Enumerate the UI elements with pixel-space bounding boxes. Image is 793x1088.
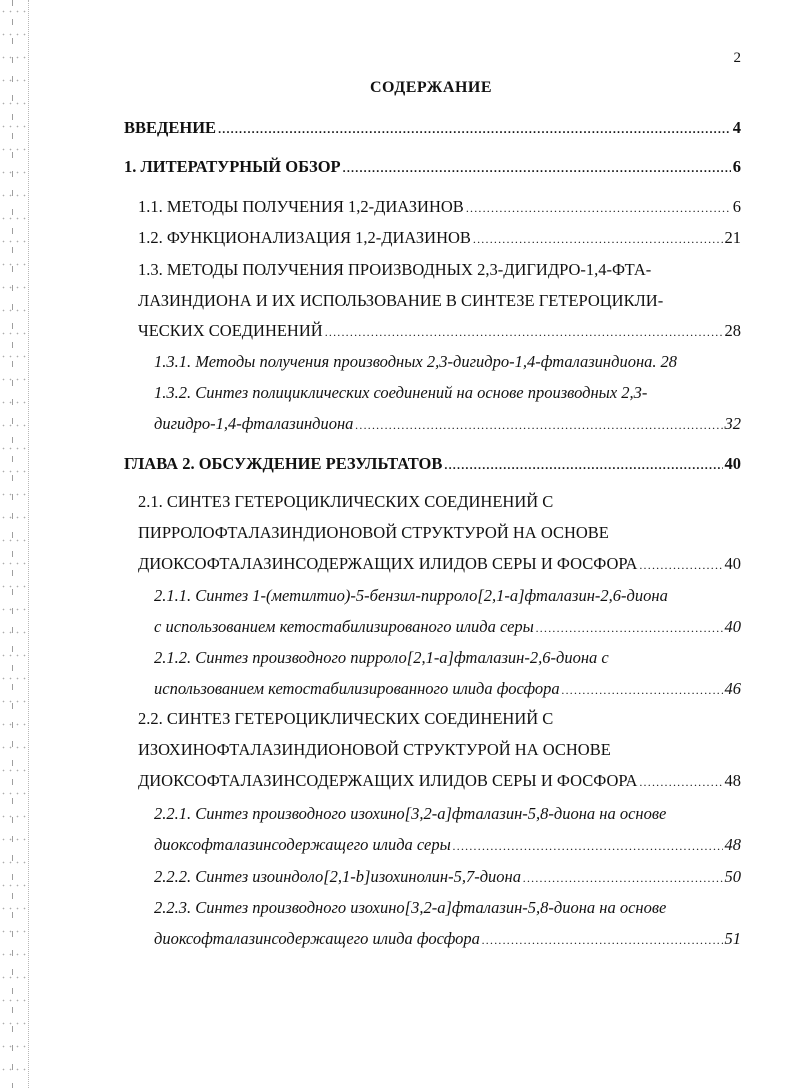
- toc-entry-label: диоксофталазинсодержащего илида серы: [154, 835, 451, 854]
- toc-page-number: 32: [724, 414, 741, 433]
- toc-entry-1-3[interactable]: [138, 321, 741, 342]
- toc-entry-2-1-line-2[interactable]: ПИРРОЛОФТАЛАЗИНДИОНОВОЙ СТРУКТУРОЙ НА ОСНОВЕ: [138, 523, 609, 542]
- toc-page-number: 28: [724, 321, 741, 340]
- toc-entry-label: ГЛАВА 2. ОБСУЖДЕНИЕ РЕЗУЛЬТАТОВ: [124, 454, 443, 473]
- toc-page-number: 40: [724, 454, 741, 473]
- toc-leader-dots: [325, 322, 723, 342]
- toc-entry-2-1-1[interactable]: [154, 617, 741, 638]
- toc-entry-intro[interactable]: [124, 118, 741, 139]
- toc-entry-2-2-2[interactable]: [154, 867, 741, 888]
- toc-entry-label: 1.3.1. Методы получения производных 2,3-дигидро-1,4-фталазиндиона.: [154, 352, 657, 371]
- toc-entry-1-3-line-2[interactable]: ЛАЗИНДИОНА И ИХ ИСПОЛЬЗОВАНИЕ В СИНТЕЗЕ ГЕТЕРОЦИКЛИ-: [138, 291, 664, 310]
- toc-entry-1-1[interactable]: [138, 197, 741, 218]
- toc-entry-2-2[interactable]: [138, 771, 741, 792]
- toc-entry-label: 1.2. ФУНКЦИОНАЛИЗАЦИЯ 1,2-ДИАЗИНОВ: [138, 228, 471, 247]
- toc-entry-2-2-1[interactable]: [154, 835, 741, 856]
- toc-leader-dots: [473, 229, 723, 249]
- toc-page-number: 4: [732, 118, 741, 137]
- toc-entry-2-2-3[interactable]: [154, 929, 741, 950]
- toc-entry-label: использованием кетостабилизированного илида фосфора: [154, 679, 560, 698]
- page-title: СОДЕРЖАНИЕ: [369, 79, 493, 96]
- toc-entry-2-2-1-line-1[interactable]: 2.2.1. Синтез производного изохино[3,2-a]фталазин-5,8-диона на основе: [154, 804, 667, 823]
- toc-entry-label: ЧЕСКИХ СОЕДИНЕНИЙ: [138, 321, 323, 340]
- toc-entry-2-1-2[interactable]: [154, 679, 741, 700]
- toc-entry-2-2-line-2[interactable]: ИЗОХИНОФТАЛАЗИНДИОНОВОЙ СТРУКТУРОЙ НА ОСНОВЕ: [138, 740, 611, 759]
- toc-entry-1-3-line-1[interactable]: 1.3. МЕТОДЫ ПОЛУЧЕНИЯ ПРОИЗВОДНЫХ 2,3-ДИГИДРО-1,4-ФТА-: [138, 260, 652, 279]
- toc-entry-label: 1. ЛИТЕРАТУРНЫЙ ОБЗОР: [124, 157, 341, 176]
- toc-leader-dots: [453, 836, 723, 856]
- toc-page-number: 28: [660, 352, 678, 371]
- toc-leader-dots: [343, 158, 731, 178]
- toc-entry-1-2[interactable]: [138, 228, 741, 249]
- toc-entry-label: 1.1. МЕТОДЫ ПОЛУЧЕНИЯ 1,2-ДИАЗИНОВ: [138, 197, 464, 216]
- toc-leader-dots: [639, 555, 722, 575]
- toc-entry-1-3-2[interactable]: [154, 414, 741, 435]
- toc-entry-2-1-line-1[interactable]: 2.1. СИНТЕЗ ГЕТЕРОЦИКЛИЧЕСКИХ СОЕДИНЕНИЙ С: [138, 492, 554, 511]
- toc-leader-dots: [218, 119, 731, 139]
- toc-leader-dots: [523, 868, 723, 888]
- toc-leader-dots: [466, 198, 731, 218]
- toc-entry-2-2-3-line-1[interactable]: 2.2.3. Синтез производного изохино[3,2-a]фталазин-5,8-диона на основе: [154, 898, 667, 917]
- toc-page-number: 6: [732, 157, 741, 176]
- toc-entry-2-2-line-1[interactable]: 2.2. СИНТЕЗ ГЕТЕРОЦИКЛИЧЕСКИХ СОЕДИНЕНИЙ С: [138, 709, 554, 728]
- toc-page-number: 51: [724, 929, 741, 948]
- toc-page-number: 6: [732, 197, 741, 216]
- toc-page-number: 48: [724, 835, 741, 854]
- toc-entry-label: дигидро-1,4-фталазиндиона: [154, 414, 354, 433]
- toc-page-number: 40: [724, 617, 741, 636]
- toc-entry-label: ДИОКСОФТАЛАЗИНСОДЕРЖАЩИХ ИЛИДОВ СЕРЫ И ФОСФОРА: [138, 771, 638, 790]
- toc-leader-dots: [482, 930, 723, 950]
- toc-leader-dots: [355, 415, 722, 435]
- toc-entry-2-1-1-line-1[interactable]: 2.1.1. Синтез 1-(метилтио)-5-бензил-пирроло[2,1-a]фталазин-2,6-диона: [154, 586, 668, 605]
- toc-leader-dots: [536, 618, 723, 638]
- page-number: 2: [733, 50, 741, 66]
- toc-entry-label: с использованием кетостабилизированого илида серы: [154, 617, 534, 636]
- toc-page-number: 21: [724, 228, 741, 247]
- toc-entry-1-3-2-line-1[interactable]: 1.3.2. Синтез полициклических соединений на основе производных 2,3-: [154, 383, 648, 402]
- toc-entry-chapter-2[interactable]: [124, 454, 741, 475]
- toc-leader-dots: [639, 772, 722, 792]
- toc-entry-2-1[interactable]: [138, 554, 741, 575]
- toc-entry-label: ВВЕДЕНИЕ: [124, 118, 217, 137]
- toc-entry-1-3-1[interactable]: [154, 352, 741, 372]
- toc-leader-dots: [444, 455, 722, 475]
- toc-page-number: 40: [724, 554, 741, 573]
- toc-entry-label: ДИОКСОФТАЛАЗИНСОДЕРЖАЩИХ ИЛИДОВ СЕРЫ И ФОСФОРА: [138, 554, 638, 573]
- toc-entry-chapter-1[interactable]: [124, 157, 741, 178]
- toc-entry-label: 2.2.2. Синтез изоиндоло[2,1-b]изохинолин-5,7-диона: [154, 867, 521, 886]
- toc-leader-dots: [562, 680, 723, 700]
- toc-page-number: 48: [724, 771, 741, 790]
- toc-entry-2-1-2-line-1[interactable]: 2.1.2. Синтез производного пирроло[2,1-a]фталазин-2,6-диона с: [154, 648, 609, 667]
- toc-page-number: 46: [724, 679, 741, 698]
- toc-entry-label: диоксофталазинсодержащего илида фосфора: [154, 929, 480, 948]
- toc-page-number: 50: [724, 867, 741, 886]
